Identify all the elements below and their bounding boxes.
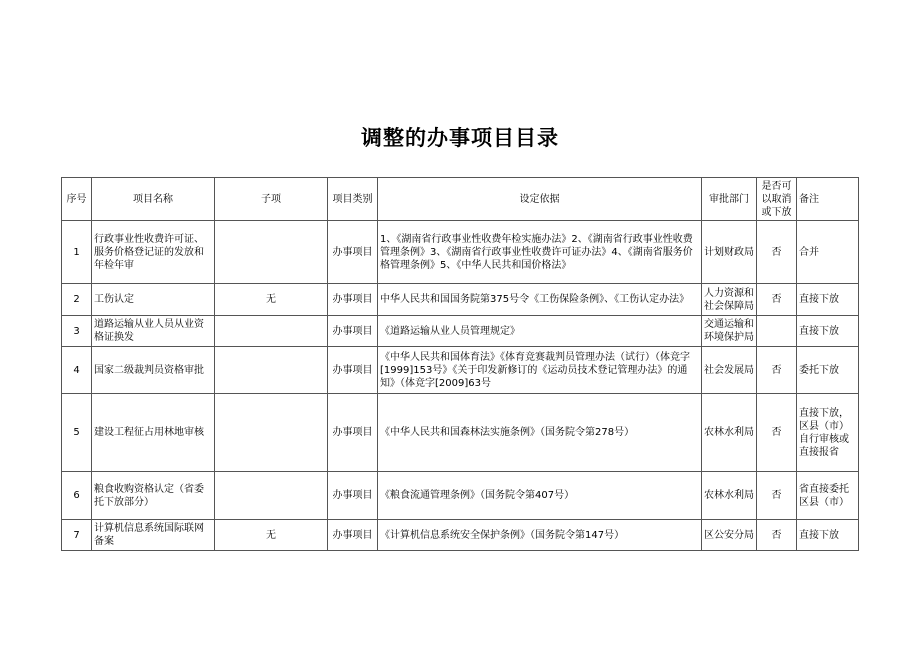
cell-sub: [215, 394, 328, 472]
cell-category: 办事项目: [328, 394, 378, 472]
table-row: [62, 472, 859, 520]
cell-note: 合并: [797, 221, 859, 284]
header-index: 序号: [62, 178, 92, 221]
cell-index: 7: [62, 520, 92, 551]
cell-basis: 《中华人民共和国体育法》《体育竞赛裁判员管理办法（试行）（体竞字[1999]153号》《关于印发新修订的《运动员技术登记管理办法》的通知》（体竞字[2009]63号: [378, 347, 702, 394]
cell-basis: 《粮食流通管理条例》（国务院令第407号）: [378, 472, 702, 520]
cell-category: 办事项目: [328, 520, 378, 551]
cell-index: 6: [62, 472, 92, 520]
cell-index: 3: [62, 316, 92, 347]
cell-dept: 人力资源和社会保障局: [702, 284, 757, 316]
cell-dept: 区公安分局: [702, 520, 757, 551]
cell-name: 道路运输从业人员从业资格证换发: [92, 316, 215, 347]
cell-category: 办事项目: [328, 316, 378, 347]
cell-index: 1: [62, 221, 92, 284]
header-sub: 子项: [215, 178, 328, 221]
cell-delegable: 否: [757, 520, 797, 551]
table-row: [62, 520, 859, 551]
cell-name: 计算机信息系统国际联网备案: [92, 520, 215, 551]
cell-name: 行政事业性收费许可证、服务价格登记证的发放和年检年审: [92, 221, 215, 284]
cell-sub: 无: [215, 520, 328, 551]
cell-note: 直接下放: [797, 316, 859, 347]
header-note: 备注: [797, 178, 859, 221]
table-row: [62, 394, 859, 472]
table-header-row: [62, 178, 859, 221]
cell-basis: 《中华人民共和国森林法实施条例》（国务院令第278号）: [378, 394, 702, 472]
cell-delegable: 否: [757, 394, 797, 472]
cell-note: 直接下放，区县（市）自行审核或直接报省: [797, 394, 859, 472]
cell-basis: 《计算机信息系统安全保护条例》（国务院令第147号）: [378, 520, 702, 551]
cell-index: 2: [62, 284, 92, 316]
cell-delegable: 否: [757, 221, 797, 284]
header-dept: 审批部门: [702, 178, 757, 221]
cell-dept: 计划财政局: [702, 221, 757, 284]
page-title: 调整的办事项目目录: [361, 126, 559, 150]
cell-basis: 1、《湖南省行政事业性收费年检实施办法》2、《湖南省行政事业性收费管理条例》3、《湖南省行政事业性收费许可证办法》4、《湖南省服务价格管理条例》5、《中华人民共和国价格法》: [378, 221, 702, 284]
cell-sub: [215, 316, 328, 347]
cell-category: 办事项目: [328, 347, 378, 394]
cell-delegable: 否: [757, 347, 797, 394]
cell-name: 国家二级裁判员资格审批: [92, 347, 215, 394]
cell-dept: 交通运输和环境保护局: [702, 316, 757, 347]
header-name: 项目名称: [92, 178, 215, 221]
cell-name: 工伤认定: [92, 284, 215, 316]
cell-delegable: 否: [757, 472, 797, 520]
cell-category: 办事项目: [328, 472, 378, 520]
cell-note: 省直接委托区县（市）: [797, 472, 859, 520]
cell-dept: 农林水利局: [702, 394, 757, 472]
cell-note: 直接下放: [797, 520, 859, 551]
header-category: 项目类别: [328, 178, 378, 221]
cell-name: 粮食收购资格认定（省委托下放部分）: [92, 472, 215, 520]
cell-category: 办事项目: [328, 284, 378, 316]
cell-index: 4: [62, 347, 92, 394]
cell-delegable: 否: [757, 284, 797, 316]
header-delegable: 是否可以取消或下放: [757, 178, 797, 221]
header-basis: 设定依据: [378, 178, 702, 221]
cell-basis: 《道路运输从业人员管理规定》: [378, 316, 702, 347]
table-row: [62, 347, 859, 394]
cell-sub: [215, 221, 328, 284]
cell-note: 直接下放: [797, 284, 859, 316]
cell-sub: [215, 347, 328, 394]
cell-category: 办事项目: [328, 221, 378, 284]
project-table: [61, 177, 859, 551]
table-row: [62, 284, 859, 316]
cell-note: 委托下放: [797, 347, 859, 394]
table-row: [62, 221, 859, 284]
cell-dept: 农林水利局: [702, 472, 757, 520]
cell-dept: 社会发展局: [702, 347, 757, 394]
table-row: [62, 316, 859, 347]
cell-sub: 无: [215, 284, 328, 316]
cell-name: 建设工程征占用林地审核: [92, 394, 215, 472]
cell-sub: [215, 472, 328, 520]
cell-basis: 中华人民共和国国务院第375号令《工伤保险条例》、《工伤认定办法》: [378, 284, 702, 316]
cell-index: 5: [62, 394, 92, 472]
cell-delegable: [757, 316, 797, 347]
